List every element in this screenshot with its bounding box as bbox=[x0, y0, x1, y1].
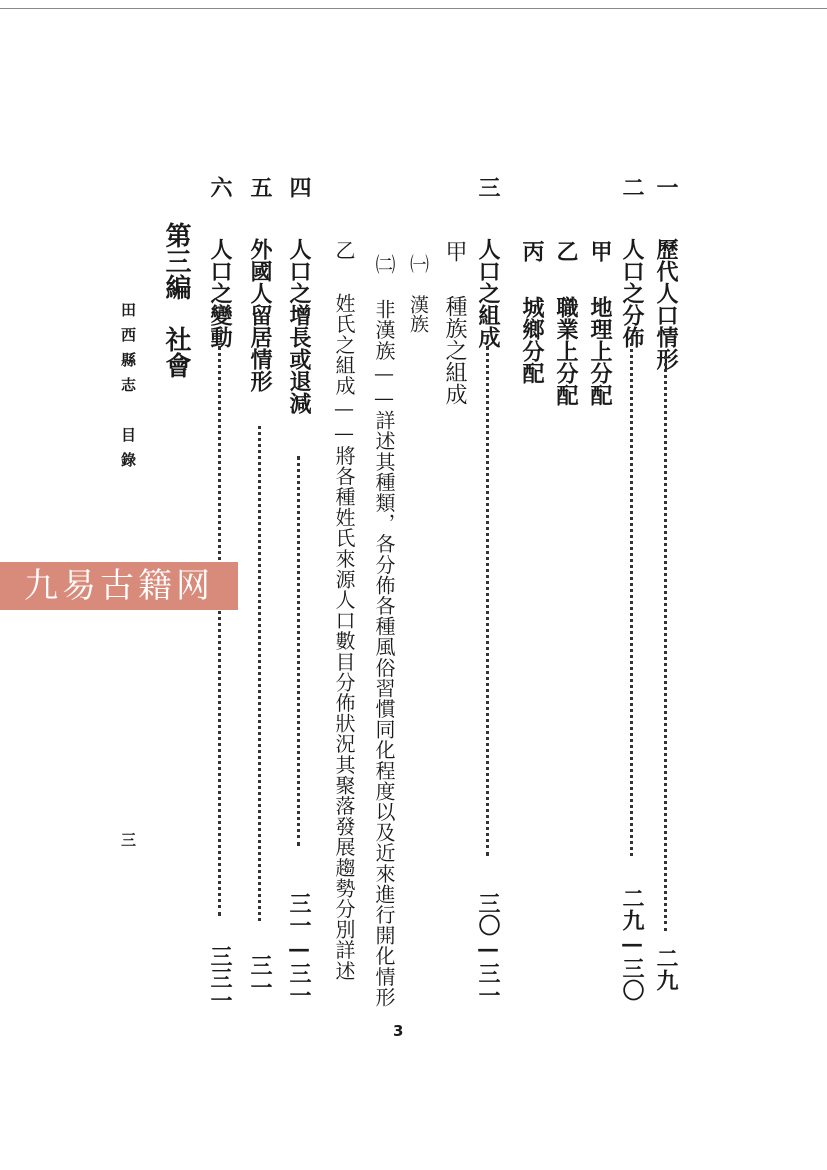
entry-title: 職業上分配 bbox=[553, 296, 579, 406]
watermark: 九易古籍网 bbox=[0, 562, 238, 610]
entry-title: 城鄉分配 bbox=[519, 296, 545, 384]
entry-number: 三 bbox=[475, 176, 501, 198]
running-title: 田西縣志 目錄 bbox=[119, 302, 137, 477]
toc-entry bbox=[618, 176, 646, 1001]
leader-dots bbox=[297, 456, 300, 846]
entry-number: 乙 bbox=[553, 240, 579, 262]
leader-dots bbox=[486, 346, 489, 856]
leader-dots bbox=[664, 356, 667, 931]
entry-number: 乙 bbox=[332, 240, 356, 261]
entry-title: 人口之增長或退減 bbox=[286, 238, 312, 414]
leader-dots bbox=[218, 346, 221, 916]
toc-entry bbox=[586, 240, 614, 406]
entry-title: 人口之變動 bbox=[207, 238, 233, 348]
entry-title: 地理上分配 bbox=[587, 296, 613, 406]
entry-number: 甲 bbox=[442, 240, 467, 262]
toc-entry bbox=[652, 176, 680, 991]
entry-title: 外國人留居情形 bbox=[247, 238, 273, 392]
toc-entry bbox=[552, 240, 580, 406]
entry-title: 漢族 bbox=[407, 295, 429, 333]
toc-entry bbox=[474, 176, 502, 1006]
toc-entry bbox=[285, 176, 313, 1006]
leader-dots bbox=[258, 426, 261, 921]
entry-number: 四 bbox=[286, 176, 312, 198]
toc-entry bbox=[518, 240, 546, 400]
entry-title: 歷代人口情形 bbox=[653, 238, 679, 370]
entry-title: 人口之組成 bbox=[475, 238, 501, 348]
entry-number: 六 bbox=[207, 176, 233, 198]
toc-entry bbox=[330, 240, 358, 980]
entry-title: 人口之分佈 bbox=[619, 238, 645, 348]
side-folio: 三 bbox=[119, 832, 137, 847]
entry-page: 二九—三〇 bbox=[619, 887, 645, 1001]
entry-page: 三三一 bbox=[207, 945, 233, 1011]
entry-number: 丙 bbox=[519, 240, 545, 262]
entry-title: 非漢族——詳述其種類，各分佈各種風俗習慣同化程度以及近來進行開化情形 bbox=[372, 299, 396, 1008]
entry-number: 一 bbox=[653, 176, 679, 198]
entry-page: 三一—三一 bbox=[286, 892, 312, 1006]
toc-entry bbox=[370, 254, 398, 1008]
section-heading: 第三編 社會 bbox=[161, 222, 191, 378]
entry-number: ㈠ bbox=[407, 254, 429, 273]
page-number: 3 bbox=[393, 1022, 404, 1040]
entry-page: 三一 bbox=[247, 954, 273, 998]
entry-title: 姓氏之組成——將各種姓氏來源人口數目分佈狀況其聚落發展趨勢分別詳述 bbox=[332, 293, 356, 982]
toc-entry bbox=[404, 254, 432, 334]
entry-number: 二 bbox=[619, 176, 645, 198]
leader-dots bbox=[630, 336, 633, 856]
entry-number: 五 bbox=[247, 176, 273, 198]
entry-page: 二九 bbox=[653, 947, 679, 991]
toc-entry bbox=[440, 240, 468, 405]
entry-page: 三〇—三一 bbox=[475, 892, 501, 1006]
toc-entry bbox=[246, 176, 274, 998]
top-rule bbox=[0, 8, 827, 9]
entry-number: ㈡ bbox=[372, 254, 396, 275]
entry-number: 甲 bbox=[587, 240, 613, 262]
entry-title: 種族之組成 bbox=[442, 295, 467, 405]
